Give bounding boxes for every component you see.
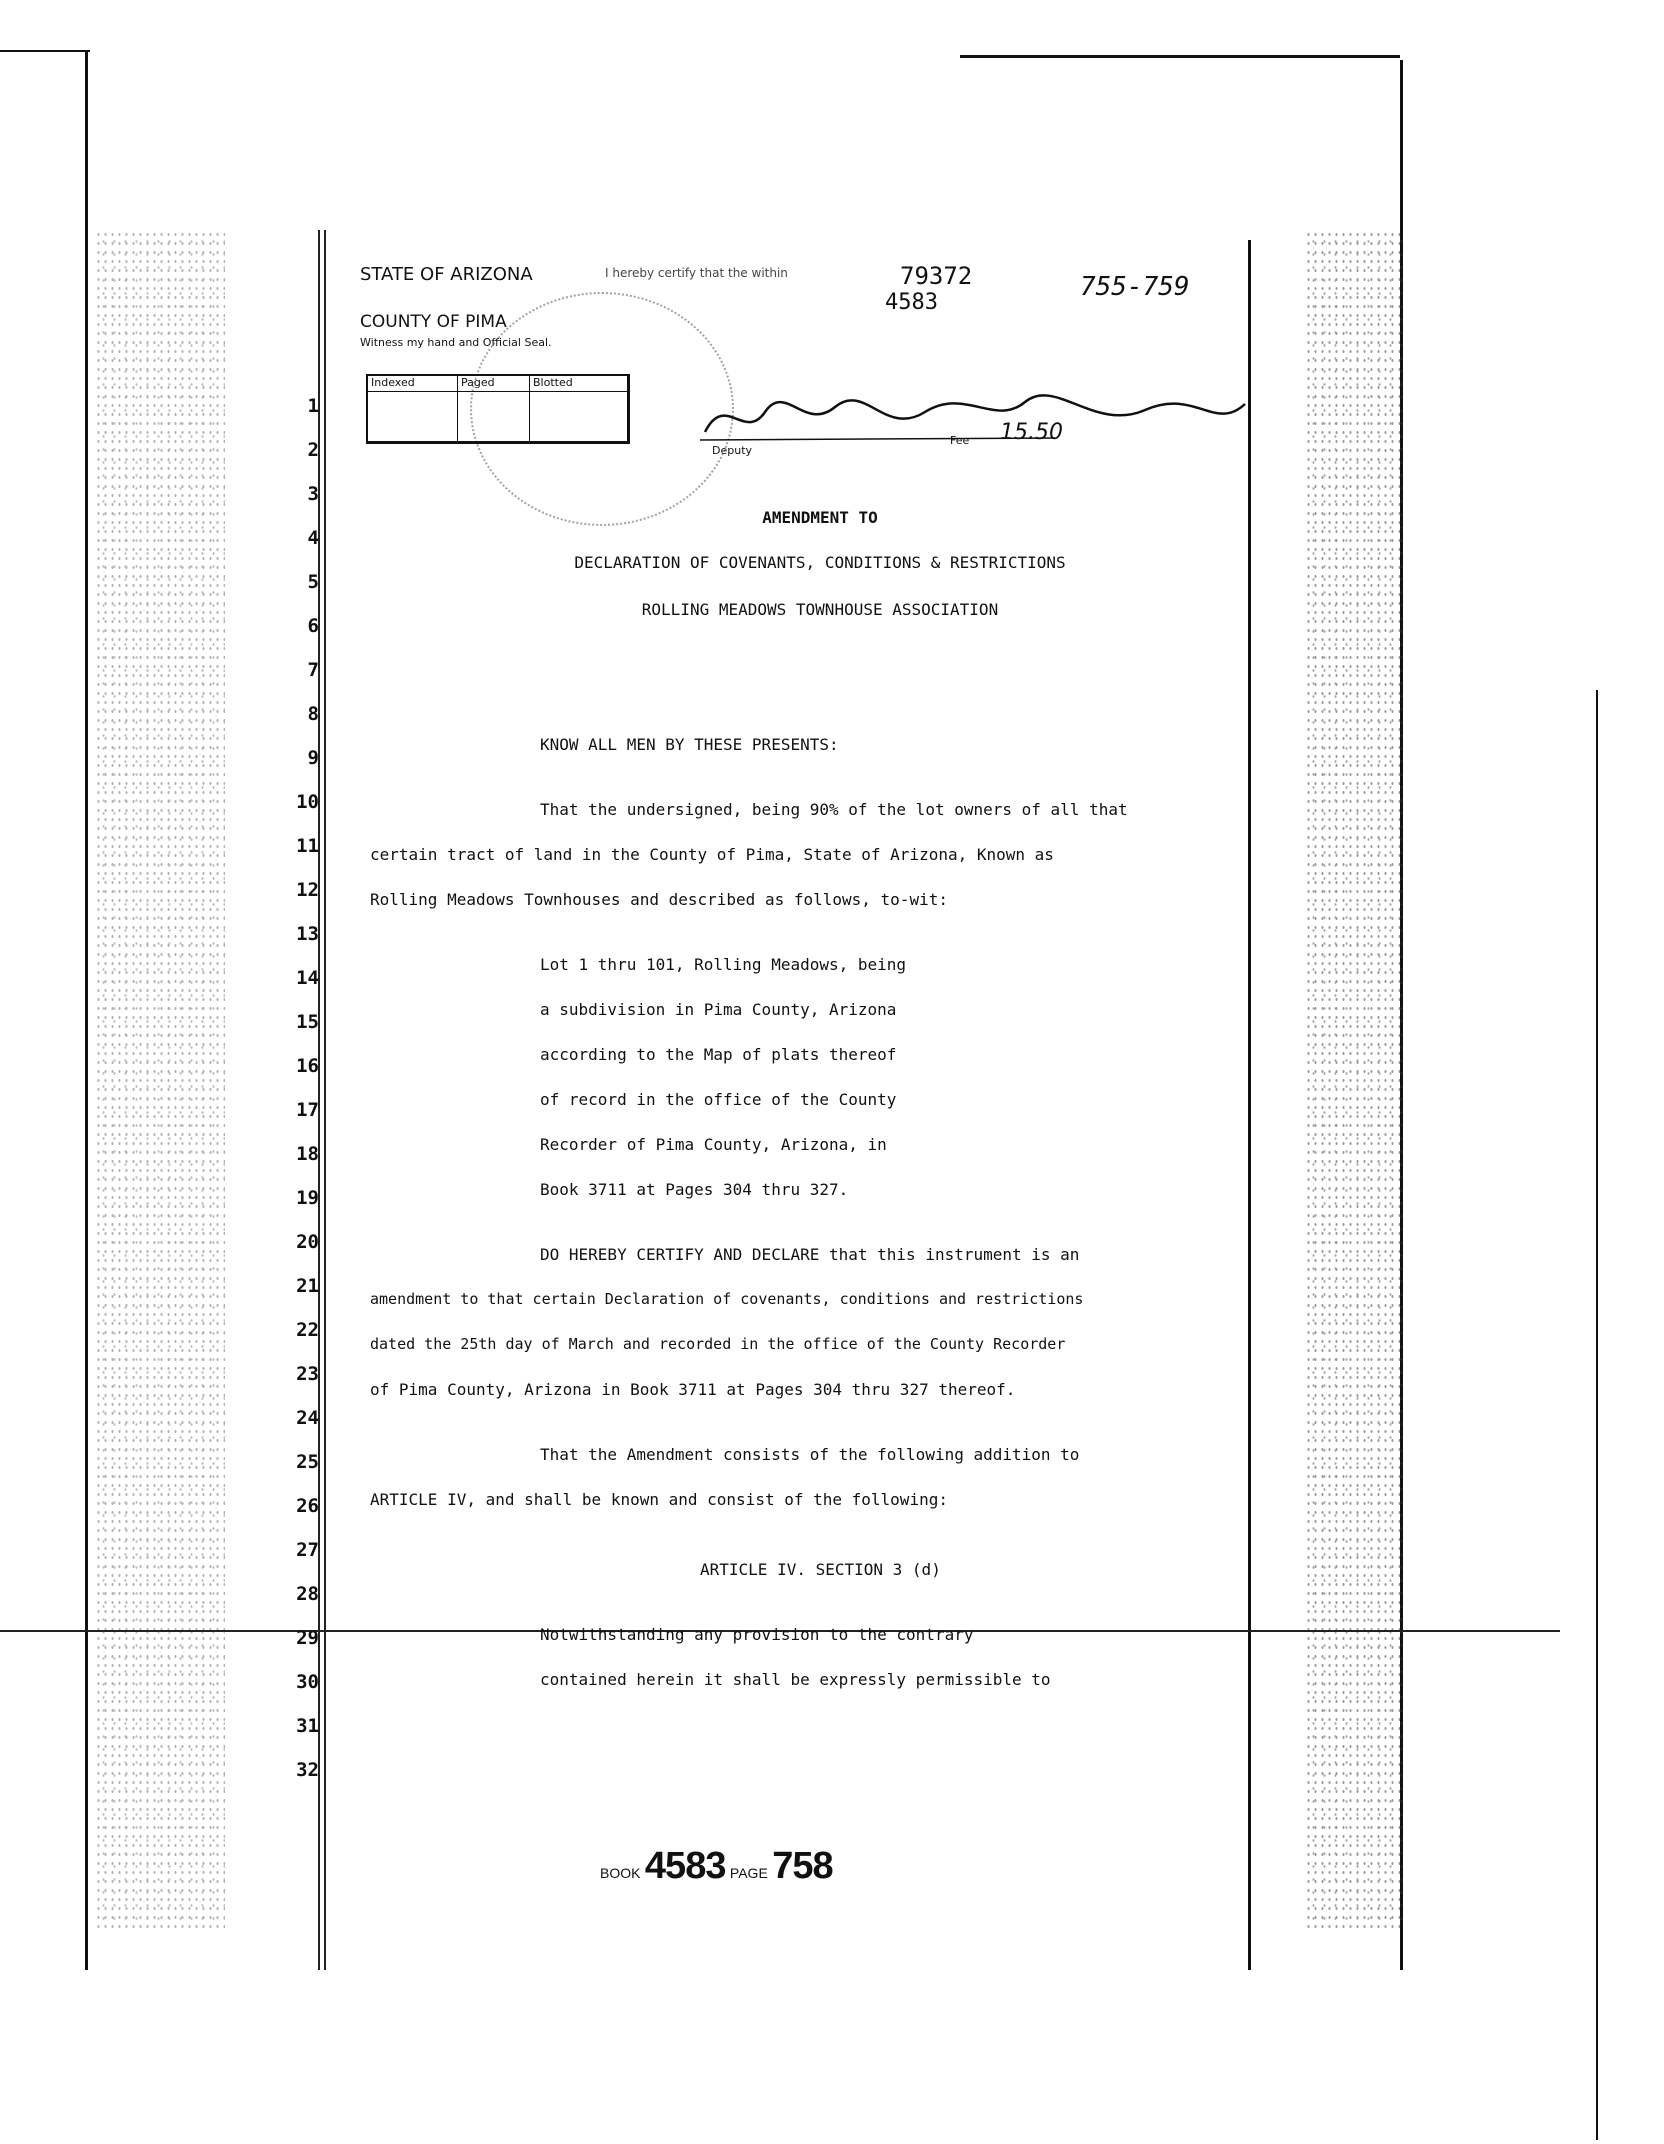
line-number: 27 [296,1539,319,1561]
line-number: 23 [296,1363,319,1385]
line-number: 22 [296,1319,319,1341]
legal-line2: a subdivision in Pima County, Arizona [540,1000,897,1019]
legal-line3: according to the Map of plats thereof [540,1045,897,1064]
line-number: 2 [307,439,319,461]
line-number: 14 [296,967,319,989]
table-head-paged: Paged [458,376,530,392]
para2-line2: amendment to that certain Declaration of covenants, conditions and restrictions [370,1290,1084,1308]
article-heading: ARTICLE IV. SECTION 3 (d) [700,1560,941,1579]
line-number: 17 [296,1099,319,1121]
left-margin-rule-2 [324,230,326,1970]
fee-label: Fee [950,434,970,447]
line-number: 9 [307,747,319,769]
para2-line1: DO HEREBY CERTIFY AND DECLARE that this instrument is an [540,1245,1080,1264]
fee-amount: 15.50 [1000,420,1063,445]
line-number: 7 [307,659,319,681]
line-number: 6 [307,615,319,637]
line-number: 13 [296,923,319,945]
deputy-label: Deputy [712,444,753,457]
docket-number: 4583 [885,290,938,315]
legal-line1: Lot 1 thru 101, Rolling Meadows, being [540,955,907,974]
line-number: 19 [296,1187,319,1209]
page-label: PAGE [729,1865,768,1881]
state-label: STATE OF ARIZONA [360,264,533,285]
certify-text: I hereby certify that the within [605,266,788,280]
scan-top-edge-left [0,50,90,52]
recording-header [360,262,1360,492]
county-label: COUNTY OF PIMA [360,312,507,332]
record-number: 79372 [900,262,973,290]
line-number: 26 [296,1495,319,1517]
table-head-blotted: Blotted [530,376,628,392]
line-number: 16 [296,1055,319,1077]
para1-line1: That the undersigned, being 90% of the lot owners of all that [540,800,1128,819]
line-number: 12 [296,879,319,901]
legal-line4: of record in the office of the County [540,1090,897,1109]
para2-line3: dated the 25th day of March and recorded in the office of the County Recorder [370,1335,1066,1353]
line-number: 3 [307,483,319,505]
para4-line2: contained herein it shall be expressly permissible to [540,1670,1051,1689]
line-number: 8 [307,703,319,725]
line-number: 25 [296,1451,319,1473]
recorder-signature [695,382,1255,452]
line-number: 11 [296,835,319,857]
book-number: 4583 [644,1845,726,1887]
para3-line2: ARTICLE IV, and shall be known and consist of the following: [370,1490,948,1509]
pages-range: 755-759 [1080,272,1190,302]
line-number: 15 [296,1011,319,1033]
official-seal-text: Witness my hand and Official Seal. [360,336,552,349]
line-number: 21 [296,1275,319,1297]
line-number: 20 [296,1231,319,1253]
legal-line6: Book 3711 at Pages 304 thru 327. [540,1180,849,1199]
scan-left-edge [85,50,88,1970]
para4-line1: Notwithstanding any provision to the contrary [540,1625,974,1644]
page-number: 758 [772,1845,833,1887]
book-page-footer [600,1845,833,1888]
title-association: ROLLING MEADOWS TOWNHOUSE ASSOCIATION [641,600,999,619]
book-label: BOOK [600,1865,641,1881]
scan-top-edge-right [960,55,1400,58]
title-amendment: AMENDMENT TO [762,508,878,527]
line-number: 4 [307,527,319,549]
scan-noise-left [95,230,225,1930]
para1-line3: Rolling Meadows Townhouses and described as follows, to-wit: [370,890,948,909]
line-number: 5 [307,571,319,593]
line-number: 1 [307,395,319,417]
title-declaration: DECLARATION OF COVENANTS, CONDITIONS & RESTRICTIONS [574,553,1066,572]
right-margin-rule [1248,240,1251,1970]
fees-table [366,374,630,444]
table-head-indexed: Indexed [368,376,458,392]
line-number: 29 [296,1627,319,1649]
line-number: 32 [296,1759,319,1781]
legal-line5: Recorder of Pima County, Arizona, in [540,1135,887,1154]
line-number: 10 [296,791,319,813]
line-number: 28 [296,1583,319,1605]
scan-far-right-edge [1596,690,1598,2140]
para1-line2: certain tract of land in the County of Pima, State of Arizona, Known as [370,845,1054,864]
para3-line1: That the Amendment consists of the following addition to [540,1445,1080,1464]
para2-line4: of Pima County, Arizona in Book 3711 at Pages 304 thru 327 thereof. [370,1380,1016,1399]
line-number: 18 [296,1143,319,1165]
line-number: 24 [296,1407,319,1429]
line-number: 30 [296,1671,319,1693]
know-all-men: KNOW ALL MEN BY THESE PRESENTS: [540,735,839,754]
line-number: 31 [296,1715,319,1737]
